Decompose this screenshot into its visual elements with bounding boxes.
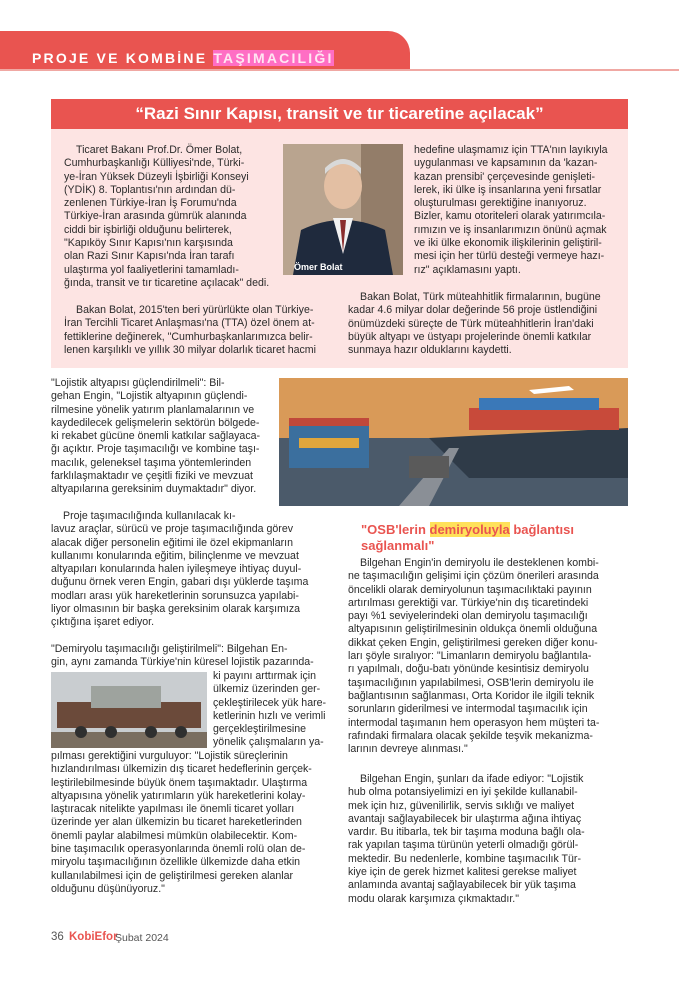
section-title-highlight: TAŞIMACILIĞI [213, 50, 334, 66]
left-column-paragraph-5: pılması gerektiğini vurguluyor: "Lojistik süreçlerinin hızlandırılması ülkemizin dış ticaret hedeflerinin gerçek- leştirilebilmesinde büyük önem taşımaktadır. Ulaştırma altyapısına yönelik yatırımların yük hareketlerini kolay- laştıracak nitelikte yapılması ile önemli ticaret yolları üzerinde yer alan ülkemizin bu ticaret hareketlerinden önemli paylar alabilmesi mümkün olabilecektir. Kom- bine taşımacılık operasyonlarında önemli rolü olan de- miryolu taşımacılığının özellikle ülkemizde daha etkin kullanılabilmesi için de geliştirilmesi gereken alanlar olduğunu düşünüyoruz." [51, 750, 312, 895]
issue-date: Şubat 2024 [115, 932, 169, 944]
right-column-paragraph-2: Bilgehan Engin, şunları da ifade ediyor: "Lojistik hub olma potansiyelimizi en iyi şekilde kullanabil- mek için hız, güvenilirlik, servis sıklığı ve maliyet avantajı sağlayabilecek bir ulaştırma ağına ihtiyaç vardır. Bu itibarla, tek bir taşıma moduna bağlı ola- rak yapılan taşıma türünün yeterli olmadığı görül- mektedir. Bu nedenlerle, kombine taşımacılık Tür- kiye için de gerek hizmet kalitesi gerekse maliyet anlamında avantaj sağlayabilecek bir yük taşıma modu olarak karşımıza çıkmaktadır." [348, 773, 585, 905]
page-number: 36 [51, 931, 64, 943]
right-subheading: "OSB'lerin demiryoluyla bağlantısı sağlanmalı" [361, 522, 574, 553]
box-right-paragraph-1: hedefine ulaşmamız için TTA'nın layıkıyla uygulanması ve kapsamının da 'kazan- kazan prensibi' çerçevesinde genişleti- lerek, iki ülke iş insanlarına yeni fırsatlar oluşturulması gerektiğine inanıyoruz. Bizler, kamu otoriteleri olarak yatırımcıla- rımızın ve iş insanlarımızın önünü açmak ve iki ülke ekonomik ilişkilerinin geliştiril- mesi için her türlü desteği vermeye hazı- rız" açıklamasını yaptı. [414, 144, 608, 276]
cargo-ship-illustration [279, 378, 628, 506]
header-rule [0, 69, 679, 71]
box-left-paragraph-2: Bakan Bolat, 2015'ten beri yürürlükte olan Türkiye- İran Tercihli Ticaret Anlaşması'na (TTA) özel önem at- fettiklerine değinerek, "Cumhurbaşkanlarımızca belir- lenen karşılıklı ve yıllık 30 milyar dolarlık ticaret hacmi [64, 304, 316, 356]
freight-train-photo [51, 672, 207, 748]
left-column-paragraph-4: ki payını arttırmak için ülkemiz üzerinden ger- çekleştirilecek yük hare- ketlerinin hızlı ve verimli gerçekleştirilmesine yönelik çalışmaların ya- [213, 670, 327, 749]
right-column-paragraph-1: Bilgehan Engin'in demiryolu ile desteklenen kombi- ne taşımacılığın gelişimi için çözüm önerileri arasında öncelikli olarak demiryolunun taşımacılıktaki payının artırılması gerektiği var. Türkiye'nin dış ticaretindeki payı %1 seviyelerindeki olan demiryolu taşımacılığı altyapısının geliştirilmesinin oldukça önemli olduğuna dikkat çeken Engin, geliştirilmesi gereken diğer konu- ları şöyle sıralıyor: "Limanların demiryolu bağlantıla- rı yapılmalı, doğu-batı yönünde kesintisiz demiryolu taşımacılığının yapılabilmesi, OSB'lerin demiryolu ile bağlantısının sağlanması, Orta Koridor ile ilgili teknik sorunların giderilmesi ve intermodal taşımacılık için intermodal taşımanın hem operasyon hem müşteri ta- rafındaki firmalara olacak şekilde teşvik mekanizma- larının devreye alınması." [348, 557, 600, 756]
left-column-paragraph-1: "Lojistik altyapısı güçlendirilmeli": Bil- gehan Engin, "Lojistik altyapının güçlendi- rilmesine yönelik yatırım planlamalarının ve kaydedilecek gelişmelerin sektörün bölgede- ki rekabet gücüne önemli katkılar sağlayaca- ğı açıktır. Proje taşımacılığı ve kombine taşı- macılık, geleneksel taşıma yöntemlerinden farklılaşmaktadır ve çeşitli fiziki ve mevzuat altyapılarına gereksinim duymaktadır" diyor. [51, 377, 261, 496]
info-box-title: “Razi Sınır Kapısı, transit ve tır ticaretine açılacak” [135, 104, 544, 123]
box-right-paragraph-2: Bakan Bolat, Türk müteahhitlik firmalarının, bugüne kadar 4.6 milyar dolar değerinde 56 proje üstlendiğini önümüzdeki süreçte de Türk müteahhitlerin İran'daki büyük altyapı ve üstyapı projelerinde önemli katkılar sunmaya hazır olduklarını kaydetti. [348, 291, 601, 357]
left-column-paragraph-2: Proje taşımacılığında kullanılacak kı- lavuz araçlar, sürücü ve proje taşımacılığında görev alacak diğer personelin eğitimi ile özel ekipmanların kullanımı konularında eğitim, bilinçlenme ve mevzuat altyapıları konularında halen iyileşmeye ihtiyaç duyul- duğunu örnek veren Engin, gabari dışı yüklerde taşıma modları arası yük hareketlerinin sorunsuzca yapılabi- liyor olmasının bir başka gereksinim olarak karşımıza çıktığına işaret ediyor. [51, 510, 309, 629]
cargo-ship-photo [279, 378, 628, 506]
portrait-photo [283, 144, 403, 275]
section-title: PROJE VE KOMBİNE TAŞIMACILIĞI [32, 50, 334, 66]
box-left-paragraph-1: Ticaret Bakanı Prof.Dr. Ömer Bolat, Cumhurbaşkanlığı Külliyesi'nde, Türki- ye-İran Yüksek Düzeyli İşbirliği Konseyi (YDİK) 8. Toplantısı'nın ardından dü- zenlenen Türkiye-İran İş Forumu'nda Türkiye-İran arasında gümrük alanında ciddi bir işbirliği olduğunu belirterek, "Kapıköy Sınır Kapısı'nın karşısında olan Razi Sınır Kapısı'nda İran tarafı ulaştırma yol faaliyetlerini tamamladı- ğında, transit ve tır ticaretine açılacak" dedi. [64, 144, 270, 289]
left-column-paragraph-3: "Demiryolu taşımacılığı geliştirilmeli": Bilgehan En- gin, aynı zamanda Türkiye'nin küresel lojistik pazarında- [51, 643, 314, 669]
portrait-illustration [283, 144, 403, 275]
magazine-brand: KobiEfor [69, 931, 118, 943]
photo-caption: Ömer Bolat [294, 262, 343, 272]
freight-train-illustration [51, 672, 207, 748]
